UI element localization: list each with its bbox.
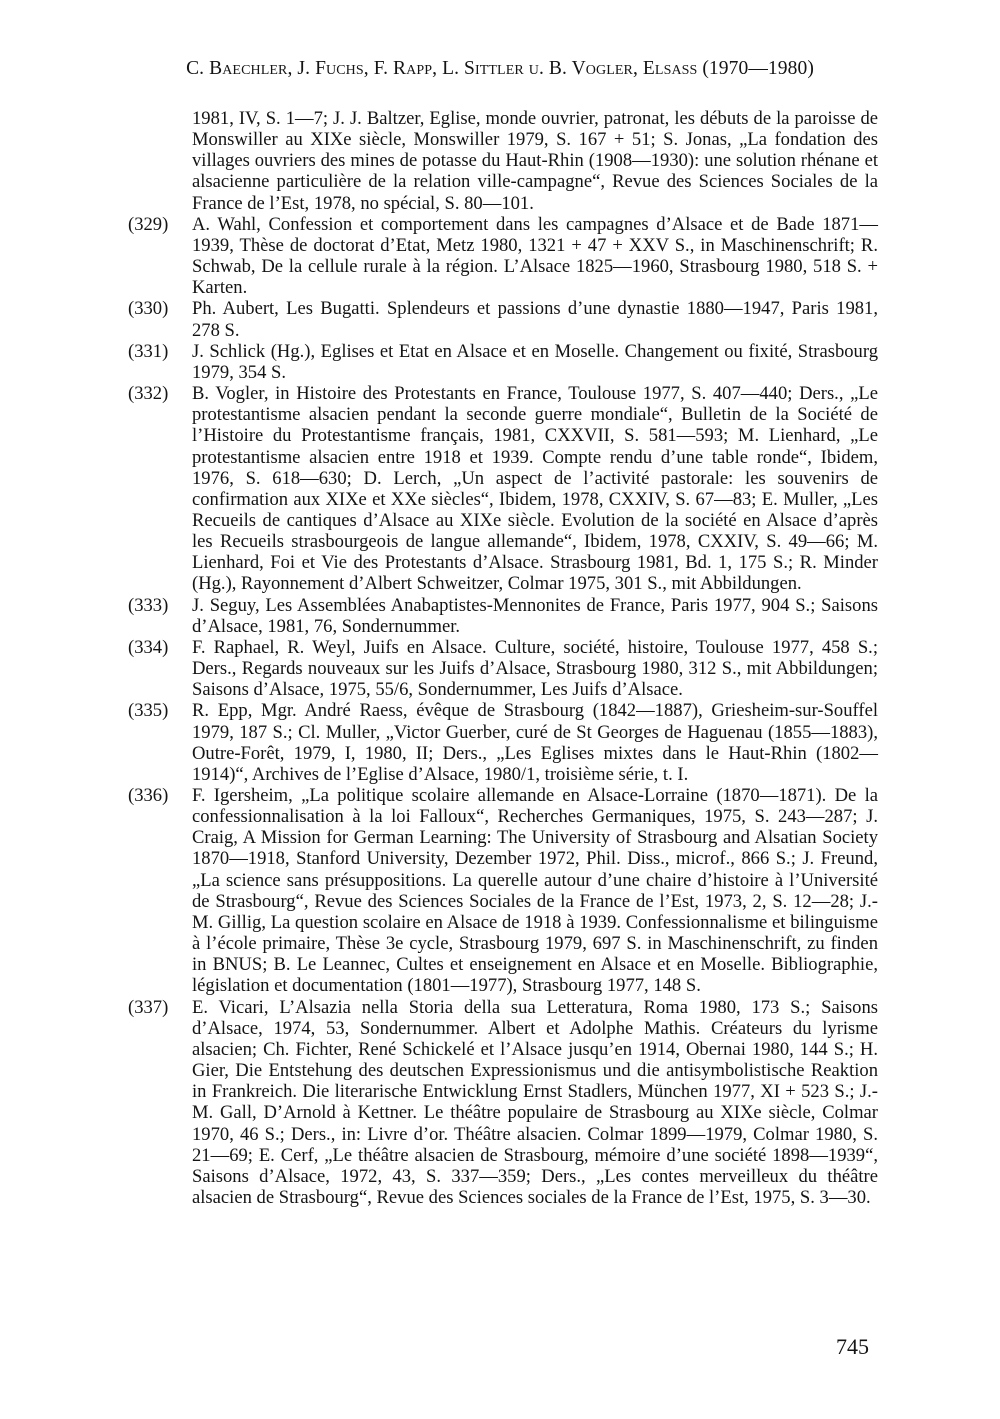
footnote-entry-332 xyxy=(128,383,878,595)
footnote-text: R. Epp, Mgr. André Raess, évêque de Strasbourg (1842—1887), Griesheim-sur-Souffel 1979, 187 S.; Cl. Muller, „Victor Guerber, curé de St Georges de Haguenau (1855—1883), Outre-Forêt, 1979, I, 1980, II; Ders., „Les Eglises mixtes dans le Haut-Rhin (1802—1914)“, Archives de l’Eglise d’Alsace, 1980/1, troisième série, t. I. xyxy=(192,700,878,785)
footnote-text: J. Schlick (Hg.), Eglises et Etat en Alsace et en Moselle. Changement ou fixité, Strasbourg 1979, 354 S. xyxy=(192,340,878,383)
footnote-entry-330 xyxy=(128,298,878,341)
footnote-text: A. Wahl, Confession et comportement dans les campagnes d’Alsace et de Bade 1871—1939, Thèse de doctorat d’Etat, Metz 1980, 1321 + 47 + XXV S., in Maschinenschrift; R. Schwab, De la cellule rurale à la région. L’Alsace 1825—1960, Strasbourg 1980, 518 S. + Karten. xyxy=(192,213,878,299)
footnote-text: Ph. Aubert, Les Bugatti. Splendeurs et passions d’une dynastie 1880—1947, Paris 1981, 278 S. xyxy=(192,298,878,341)
footnote-number: (337) xyxy=(128,996,169,1018)
footnote-text: E. Vicari, L’Alsazia nella Storia della sua Letteratura, Roma 1980, 173 S.; Saisons d’Alsace, 1974, 53, Sondernummer. Albert et Adolphe Mathis. Créateurs du lyrisme alsacien; Ch. Fichter, René Schickelé et l’Alsace jusqu’en 1914, Obernai 1980, 144 S.; H. Gier, Die Entstehung des deutschen Expressionismus und die antisymbolistische Reaktion in Frankreich. Die literarische Entwicklung Ernst Stadlers, München 1977, XI + 523 S.; J.-M. Gall, D’Arnold à Kettner. Le théâtre populaire de Strasbourg au XIXe siècle, Colmar 1970, 46 S.; Ders., in: Livre d’or. Théâtre alsacien. Colmar 1899—1979, Colmar 1980, S. 21—69; E. Cerf, „Le théâtre alsacien de Strasbourg, mémoire d’une société 1898—1939“, Saisons d’Alsace, 1972, 43, S. 337—359; Ders., „Les contes merveilleux du théâtre alsacien de Strasbourg“, Revue des Sciences sociales de la France de l’Est, 1975, S. 3—30. xyxy=(192,996,878,1208)
footnote-entry-334 xyxy=(128,636,878,701)
footnote-entry-333 xyxy=(128,594,878,637)
running-head: C. Baechler, J. Fuchs, F. Rapp, L. Sittler u. B. Vogler, Elsaß (1970—1980) xyxy=(186,58,814,79)
footnote-number: (334) xyxy=(128,636,169,658)
footnote-entry-331 xyxy=(128,340,878,383)
footnote-entry-337 xyxy=(128,996,878,1209)
footnote-text: F. Raphael, R. Weyl, Juifs en Alsace. Culture, société, histoire, Toulouse 1977, 458 S.; Ders., Regards nouveaux sur les Juifs d’Alsace, Strasbourg 1980, 312 S., mit Abbildungen; Saisons d’Alsace, 1975, 55/6, Sondernummer, Les Juifs d’Alsace. xyxy=(192,636,878,701)
continuation-paragraph: 1981, IV, S. 1—7; J. J. Baltzer, Eglise, monde ouvrier, patronat, les débuts de la paroisse de Monswiller au XIXe siècle, Monswiller 1979, S. 167 + 51; S. Jonas, „La fondation des villages ouvriers des mines de potasse du Haut-Rhin (1908—1930): une solution rhénane et alsacienne particulière de la relation ville-campagne“, Revue des Sciences Sociales de la France de l’Est, 1978, no spécial, S. 80—101. xyxy=(192,108,878,214)
footnote-text: F. Igersheim, „La politique scolaire allemande en Alsace-Lorraine (1870—1871). De la confessionnalisation à la loi Falloux“, Recherches Germaniques, 1975, S. 243—287; J. Craig, A Mission for German Learning: The University of Strasbourg and Alsatian Society 1870—1918, Stanford University, Dezember 1972, Phil. Diss., microf., 866 S.; J. Freund, „La science sans présuppositions. La querelle autour d’une chaire d’histoire à l’Université de Strasbourg“, Revue des Sciences Sociales de la France de l’Est, 1973, 2, S. 12—28; J.-M. Gillig, La question scolaire en Alsace de 1918 à 1939. Confessionnalisme et bilinguisme à l’école primaire, Thèse 3e cycle, Strasbourg 1979, 697 S. in Maschinenschrift, zu finden in BNUS; B. Le Leannec, Cultes et enseignement en Alsace et en Moselle. Bibliographie, législation et documentation (1801—1977), Strasbourg 1977, 148 S. xyxy=(192,785,878,997)
footnote-number: (329) xyxy=(128,213,169,235)
footnote-number: (331) xyxy=(128,340,169,362)
footnote-text: B. Vogler, in Histoire des Protestants en France, Toulouse 1977, S. 407—440; Ders., „Le protestantisme alsacien pendant la seconde guerre mondiale“, Bulletin de la Société de l’Histoire du Protestantisme français, 1981, CXXVII, S. 581—593; M. Lienhard, „Le protestantisme alsacien entre 1918 et 1939. Compte rendu d’une table ronde“, Ibidem, 1976, S. 618—630; D. Lerch, „Un aspect de l’activité pastorale: les souvenirs de confirmation aux XIXe et XXe siècles“, Ibidem, 1978, CXXIV, S. 67—83; E. Muller, „Les Recueils de cantiques d’Alsace au XIXe siècle. Evolution de la société en Alsace d’après les Recueils strasbourgeois de langue allemande“, Ibidem, 1978, CXXIV, S. 49—66; M. Lienhard, Foi et Vie des Protestants d’Alsace. Strasbourg 1981, Bd. 1, 175 S.; R. Minder (Hg.), Rayonnement d’Albert Schweitzer, Colmar 1975, 301 S., mit Abbildungen. xyxy=(192,383,878,595)
footnote-number: (332) xyxy=(128,383,169,405)
footnote-entry-335 xyxy=(128,700,878,785)
footnote-number: (330) xyxy=(128,298,169,320)
footnote-number: (336) xyxy=(128,785,169,806)
page-number: 745 xyxy=(836,1334,869,1359)
footnote-entry-336 xyxy=(128,785,878,997)
footnote-number: (333) xyxy=(128,594,169,616)
footnote-number: (335) xyxy=(128,700,169,722)
footnote-text: J. Seguy, Les Assemblées Anabaptistes-Mennonites de France, Paris 1977, 904 S.; Saisons d’Alsace, 1981, 76, Sondernummer. xyxy=(192,594,878,637)
bibliography-body xyxy=(128,108,878,1208)
footnote-entry-329 xyxy=(128,213,878,299)
